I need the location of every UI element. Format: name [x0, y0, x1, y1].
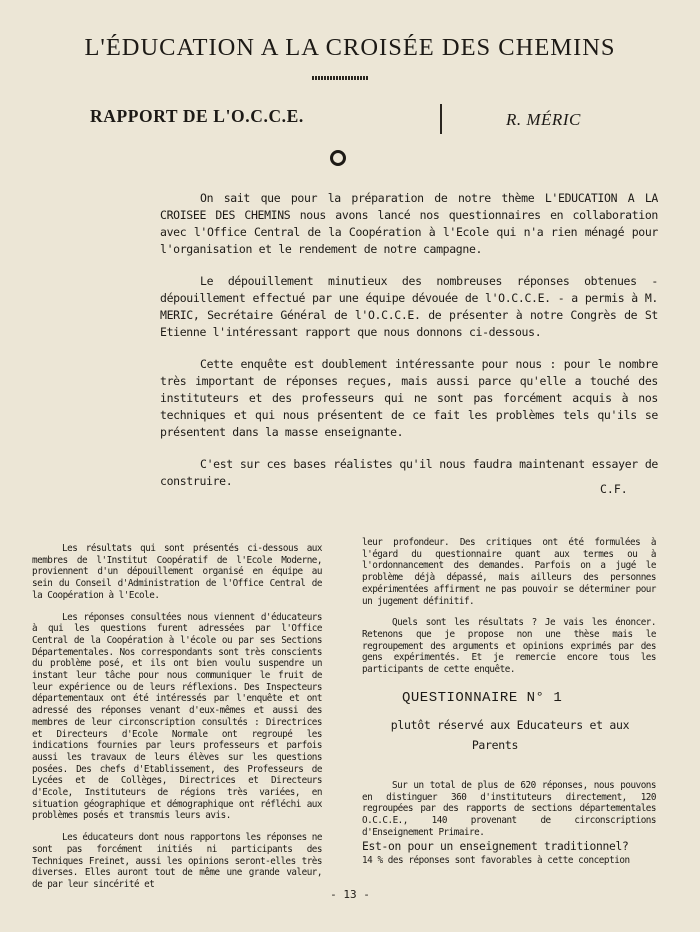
- intro-signature: C.F.: [600, 482, 628, 496]
- intro-section: [160, 190, 658, 505]
- right-column: [362, 537, 656, 686]
- questionnaire-body: [362, 780, 656, 849]
- body-paragraph: Quels sont les résultats ? Je vais les énoncer. Retenons que je propose non une thèse mais le regroupement des arguments et opinions exprimés par des gens expérimentés. Et je remercie encore tous les participants de cette enquête.: [362, 617, 656, 676]
- intro-paragraph: Le dépouillement minutieux des nombreuses réponses obtenues - dépouillement effectué par une équipe dévouée de l'O.C.C.E. - a permis à M. MERIC, Secrétaire Général de l'O.C.C.E. de présenter à notre Congrès de St Etienne l'intéressant rapport que nous donnons ci-dessous.: [160, 274, 658, 339]
- body-paragraph: Les éducateurs dont nous rapportons les réponses ne sont pas forcément initiés ni participants des Techniques Freinet, aussi les opinions seront-elles très diverses. Elles auront tout de même une grande valeur, de par leur sincérité et: [32, 832, 322, 890]
- left-column: [32, 543, 322, 901]
- vertical-divider: [440, 104, 442, 134]
- page-title: L'ÉDUCATION A LA CROISÉE DES CHEMINS: [84, 34, 616, 61]
- page-number: - 13 -: [330, 888, 370, 901]
- body-paragraph: Sur un total de plus de 620 réponses, nous pouvons en distinguer 360 d'instituteurs directement, 120 regroupées par des rapports de sections départementales O.C.C.E., 140 provenant de circonscriptions d'Enseignement Primaire.: [362, 780, 656, 838]
- title-underline-ornament: [312, 76, 368, 80]
- question-heading: Est-on pour un enseignement traditionnel?: [362, 840, 629, 853]
- answer-text: 14 % des réponses sont favorables à cette conception: [362, 855, 630, 866]
- intro-paragraph: On sait que pour la préparation de notre thème L'EDUCATION A LA CROISEE DES CHEMINS nous avons lancé nos questionnaires en collaboration avec l'Office Central de la Coopération à l'Ecole qui n'a rien ménagé pour l'organisation et le rendement de notre campagne.: [160, 191, 658, 256]
- body-paragraph: leur profondeur. Des critiques ont été formulées à l'égard du questionnaire quant aux termes ou à l'ordonnancement des demandes. Parfois on a jugé le problème déjà dépassé, mais ailleurs des personnes expérimentées affirment ne pas pouvoir se déterminer pour un jugement définitif.: [362, 537, 656, 607]
- intro-paragraph: C'est sur ces bases réalistes qu'il nous faudra maintenant essayer de construire.: [160, 457, 658, 488]
- body-paragraph: Les résultats qui sont présentés ci-dessous aux membres de l'Institut Coopératif de l'Ecole Moderne, proviennent d'un dépouillement organisé en équipe au sein du Conseil d'Administration de l'Office Central de la Coopération à l'Ecole.: [32, 543, 322, 601]
- questionnaire-subtitle: plutôt réservé aux Educateurs et aux: [390, 718, 630, 732]
- questionnaire-title: QUESTIONNAIRE N° 1: [402, 690, 563, 706]
- report-title: RAPPORT DE L'O.C.C.E.: [90, 106, 304, 126]
- questionnaire-subtitle-continued: Parents: [471, 738, 519, 752]
- intro-paragraph: Cette enquête est doublement intéressante pour nous : pour le nombre très important de réponses reçues, mais aussi parce qu'elle a touché des instituteurs et des professeurs qui ne sont pas forcément acquis à nos techniques et qui nous présentent de ce fait les problèmes tels qu'ils se présentent dans la masse enseignante.: [160, 357, 658, 439]
- author-name: R. MÉRIC: [506, 110, 581, 129]
- body-paragraph: Les réponses consultées nous viennent d'éducateurs à qui les questions furent adressées par l'Office Central de la Coopération à l'école ou par ses Sections Départementales. Nos correspondants sont très conscients du problème posé, et ils ont bien voulu suspendre un instant leur tâche pour nous communiquer le fruit de leur expérience ou de leurs réflexions. Des Inspecteurs départementaux ont été intéressés par l'enquête et ont adressé des réponses venant d'eux-mêmes et aussi des membres de leur circonscription consultés : Directrices et Directeurs d'Ecole Normale ont regroupé les indications fournies par leurs professeurs et parfois aussi les travaux de leurs élèves sur les questions posées. Des chefs d'Etablissement, des Professeurs de Lycées et de Collèges, Directrices et Directeurs d'Ecole, Instituteurs de régions très variées, en situation géographique et démographique ont réfléchi aux problèmes posés et transmis leurs avis.: [32, 611, 322, 822]
- circle-ornament-icon: [330, 150, 346, 166]
